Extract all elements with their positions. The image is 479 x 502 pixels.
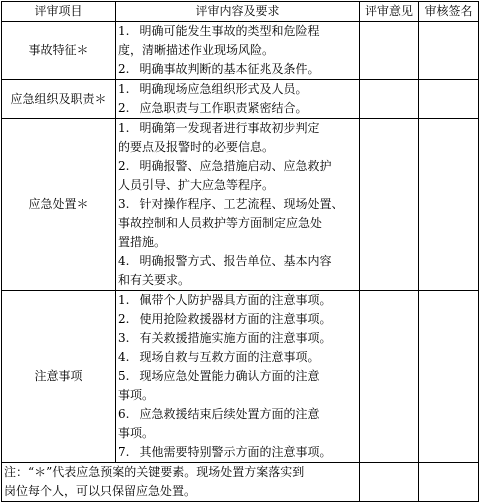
review-opinion-cell[interactable] (360, 80, 419, 119)
requirement-text: 事项。 (118, 388, 155, 402)
requirement-line (118, 348, 357, 367)
requirement-line (118, 424, 357, 443)
table-row (2, 291, 479, 463)
requirement-text: 明确第一发现者进行事故初步判定 (139, 121, 320, 135)
requirement-text: 度，清晰描述作业现场风险。 (118, 43, 275, 57)
requirement-line (118, 119, 357, 138)
requirement-line (118, 271, 357, 290)
note-opinion-cell[interactable] (360, 463, 419, 502)
requirement-number: 2. (118, 312, 130, 326)
header-review-opinion: 评审意见 (360, 2, 419, 22)
requirement-line (118, 195, 357, 214)
requirement-text: 针对操作程序、工艺流程、现场处置、 (139, 197, 344, 211)
requirement-text: 和有关要求。 (118, 273, 191, 287)
requirement-number: 3. (118, 331, 130, 345)
requirement-line (118, 291, 357, 310)
note-signature-cell[interactable] (419, 463, 479, 502)
requirement-number: 4. (118, 254, 130, 268)
requirement-text: 明确现场应急组织形式及人员。 (139, 82, 308, 96)
review-opinion-cell[interactable] (360, 22, 419, 80)
review-table (1, 1, 479, 502)
review-content-cell (116, 119, 360, 291)
table-row (2, 119, 479, 291)
review-signature-cell[interactable] (419, 80, 479, 119)
review-content-cell (116, 80, 360, 119)
requirement-line (118, 443, 357, 462)
requirement-text: 明确报警、应急措施启动、应急救护 (139, 159, 332, 173)
header-review-signature: 审核签名 (419, 2, 479, 22)
review-content-cell (116, 291, 360, 463)
requirement-number: 4. (118, 350, 130, 364)
requirement-text: 事项。 (118, 426, 155, 440)
header-review-content: 评审内容及要求 (116, 2, 360, 22)
requirement-line (118, 386, 357, 405)
requirement-line (118, 214, 357, 233)
requirement-text: 明确可能发生事故的类型和危险程 (139, 24, 320, 38)
requirement-text: 明确事故判断的基本征兆及条件。 (139, 62, 320, 76)
requirement-line (118, 22, 357, 41)
review-signature-cell[interactable] (419, 119, 479, 291)
requirement-number: 5. (118, 369, 130, 383)
requirement-text: 的要点及报警时的必要信息。 (118, 140, 275, 154)
review-opinion-cell[interactable] (360, 291, 419, 463)
requirement-number: 1. (118, 24, 130, 38)
requirement-text: 应急职责与工作职责紧密结合。 (139, 101, 308, 115)
requirement-number: 6. (118, 407, 130, 421)
requirement-number: 2. (118, 159, 130, 173)
requirement-text: 现场自救与互救方面的注意事项。 (139, 350, 320, 364)
table-header-row (2, 2, 479, 22)
requirement-number: 2. (118, 101, 130, 115)
requirement-text: 人员引导、扩大应急等程序。 (118, 178, 275, 192)
requirement-line (118, 367, 357, 386)
requirement-line (118, 60, 357, 79)
requirement-number: 3. (118, 197, 130, 211)
review-item-cell: 事故特征＊ (2, 22, 116, 80)
review-signature-cell[interactable] (419, 22, 479, 80)
table-row (2, 22, 479, 80)
requirement-text: 置措施。 (118, 235, 167, 249)
requirement-number: 7. (118, 445, 130, 459)
note-text: 注：“＊”代表应急预案的关键要素。现场处置方案落实到 (4, 465, 305, 479)
review-signature-cell[interactable] (419, 291, 479, 463)
note-row (2, 463, 479, 502)
requirement-text: 其他需要特别警示方面的注意事项。 (139, 445, 332, 459)
requirement-line (118, 138, 357, 157)
requirement-line (118, 329, 357, 348)
requirement-text: 应急救援结束后续处置方面的注意 (139, 407, 320, 421)
note-cell (2, 463, 360, 502)
review-opinion-cell[interactable] (360, 119, 419, 291)
requirement-line (118, 99, 357, 118)
requirement-text: 有关救援措施实施方面的注意事项。 (139, 331, 332, 345)
requirement-text: 现场应急处置能力确认方面的注意 (139, 369, 320, 383)
header-review-item: 评审项目 (2, 2, 116, 22)
requirement-text: 明确报警方式、报告单位、基本内容 (139, 254, 332, 268)
requirement-number: 2. (118, 62, 130, 76)
review-item-cell: 注意事项 (2, 291, 116, 463)
requirement-number: 1. (118, 121, 130, 135)
requirement-line (118, 176, 357, 195)
requirement-line (118, 405, 357, 424)
note-text: 岗位每个人，可以只保留应急处置。 (4, 484, 197, 498)
requirement-line (118, 252, 357, 271)
review-content-cell (116, 22, 360, 80)
requirement-number: 1. (118, 293, 130, 307)
requirement-number: 1. (118, 82, 130, 96)
requirement-line (118, 80, 357, 99)
review-item-cell: 应急组织及职责＊ (2, 80, 116, 119)
requirement-text: 佩带个人防护器具方面的注意事项。 (139, 293, 332, 307)
requirement-line (118, 41, 357, 60)
requirement-line (118, 310, 357, 329)
requirement-text: 使用抢险救援器材方面的注意事项。 (139, 312, 332, 326)
review-item-cell: 应急处置＊ (2, 119, 116, 291)
requirement-text: 事故控制和人员救护等方面制定应急处 (118, 216, 323, 230)
requirement-line (118, 157, 357, 176)
requirement-line (118, 233, 357, 252)
table-row (2, 80, 479, 119)
